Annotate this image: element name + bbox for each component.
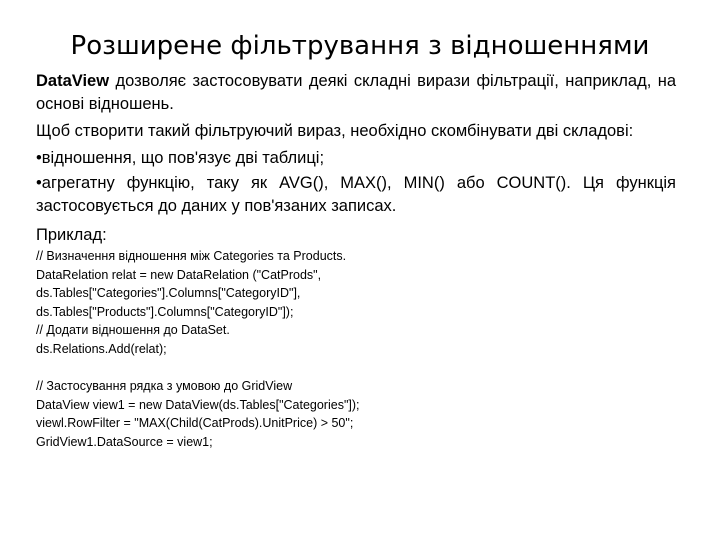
code-line: viewl.RowFilter = "MAX(Child(CatProds).UnitPrice) > 50"; <box>36 416 354 431</box>
bullet-relation: •відношення, що пов'язує дві таблиці; <box>36 149 325 167</box>
code-line: DataRelation relat = new DataRelation ("CatProds", <box>36 267 322 282</box>
code-block <box>36 247 676 452</box>
code-line: GridView1.DataSource = view1; <box>36 434 213 449</box>
code-line: DataView view1 = new DataView(ds.Tables["Categories"]); <box>36 397 360 412</box>
code-line: // Застосування рядка з умовою до GridView <box>36 379 293 394</box>
code-line: ds.Relations.Add(relat); <box>36 341 167 356</box>
intro-text: дозволяє застосовувати деякі складні вирази фільтрації, наприклад, на основі відношень. <box>36 72 676 113</box>
code-line: ds.Tables["Products"].Columns["CategoryID"]); <box>36 304 294 319</box>
dataview-term: DataView <box>36 72 110 90</box>
code-line: // Визначення відношення між Categories та Products. <box>36 249 347 263</box>
code-line-blank <box>36 359 676 378</box>
slide-title: Розширене фільтрування з відношеннями <box>70 31 650 61</box>
intro-paragraph <box>36 70 676 116</box>
slide-content <box>36 70 676 452</box>
bullet-aggregate: •агрегатну функцію, таку як AVG(), MAX(), MIN() або COUNT(). Ця функція застосовується до даних у пов'язаних записах. <box>36 174 676 215</box>
requirement-paragraph: Щоб створити такий фільтруючий вираз, необхідно скомбінувати дві складові: <box>36 122 634 140</box>
code-line: ds.Tables["Categories"].Columns["CategoryID"], <box>36 286 301 301</box>
example-label: Приклад: <box>36 226 107 244</box>
code-line: // Додати відношення до DataSet. <box>36 323 230 338</box>
